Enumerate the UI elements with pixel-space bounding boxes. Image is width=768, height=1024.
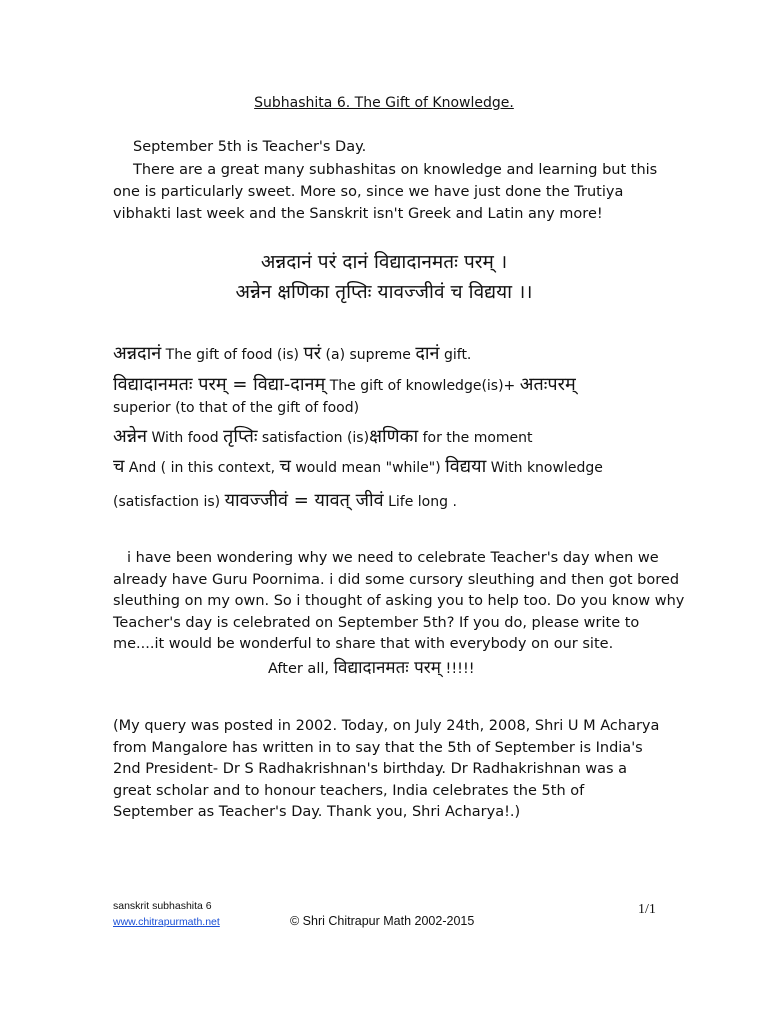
verse-line-2: अन्नेन क्षणिका तृप्तिः यावज्जीवं च विद्यया ।। — [235, 281, 533, 303]
intro-line-1: September 5th is Teacher's Day. — [133, 139, 367, 155]
gloss-text: The gift of knowledge(is)+ — [325, 378, 520, 394]
gloss-line-2 — [113, 372, 576, 396]
document-title: Subhashita 6. The Gift of Knowledge. — [254, 95, 514, 111]
gloss-sanskrit: च — [113, 456, 125, 477]
para2-line-1: i have been wondering why we need to celebrate Teacher's day when we — [127, 550, 659, 566]
para3-line-4: great scholar and to honour teachers, India celebrates the 5th of — [113, 783, 585, 799]
footer-copyright: © Shri Chitrapur Math 2002-2015 — [290, 914, 475, 928]
gloss-line-6 — [113, 488, 457, 512]
para3-line-1: (My query was posted in 2002. Today, on July 24th, 2008, Shri U M Acharya — [113, 718, 660, 734]
gloss-text: Life long . — [383, 494, 457, 510]
gloss-line-4 — [113, 424, 533, 448]
gloss-sanskrit: च — [279, 456, 291, 477]
gloss-text: With knowledge — [486, 460, 603, 476]
gloss-text: The gift of food (is) — [161, 347, 304, 363]
gloss-text: With food — [147, 430, 224, 446]
gloss-line-1 — [113, 341, 471, 365]
gloss-text: satisfaction (is) — [257, 430, 370, 446]
verse-line-1: अन्नदानं परं दानं विद्यादानमतः परम् । — [260, 251, 508, 273]
gloss-sanskrit: क्षणिका — [369, 426, 419, 447]
gloss-line-5 — [113, 454, 603, 478]
gloss-sanskrit: परं — [303, 343, 322, 364]
gloss-text: And ( in this context, — [124, 460, 280, 476]
gloss-sanskrit: अन्नदानं — [113, 343, 162, 364]
gloss-line-3: superior (to that of the gift of food) — [113, 400, 360, 416]
para3-line-3: 2nd President- Dr S Radhakrishnan's birthday. Dr Radhakrishnan was a — [113, 761, 628, 777]
gloss-sanskrit: विद्यादानमतः परम् = विद्या-दानम् — [113, 374, 326, 395]
after-all-line — [268, 657, 475, 680]
footer-doc-name: sanskrit subhashita 6 — [113, 900, 212, 912]
gloss-sanskrit: अन्नेन — [113, 426, 148, 447]
gloss-sanskrit: अतःपरम् — [519, 374, 576, 395]
gloss-sanskrit: यावज्जीवं = यावत् जीवं — [224, 490, 384, 511]
after-all-exclaim: !!!!! — [440, 661, 475, 677]
intro-line-2: There are a great many subhashitas on knowledge and learning but this — [133, 162, 658, 178]
gloss-text: for the moment — [418, 430, 533, 446]
after-all-sanskrit: विद्यादानमतः परम् — [333, 658, 441, 678]
gloss-sanskrit: विद्यया — [445, 456, 487, 477]
para2-line-2: already have Guru Poornima. i did some cursory sleuthing and then got bored — [113, 572, 680, 588]
gloss-sanskrit: दानं — [415, 343, 440, 364]
para2-line-3: sleuthing on my own. So i thought of asking you to help too. Do you know why — [113, 593, 685, 609]
para2-line-5: me....it would be wonderful to share that with everybody on our site. — [113, 636, 614, 652]
para2-line-4: Teacher's day is celebrated on September 5th? If you do, please write to — [113, 615, 640, 631]
intro-line-3: one is particularly sweet. More so, since we have just done the Trutiya — [113, 184, 624, 200]
gloss-text: (a) supreme — [321, 347, 416, 363]
footer-site-link[interactable]: www.chitrapurmath.net — [113, 916, 220, 928]
intro-line-4: vibhakti last week and the Sanskrit isn't Greek and Latin any more! — [113, 206, 603, 222]
gloss-text: (satisfaction is) — [113, 494, 225, 510]
para3-line-5: September as Teacher's Day. Thank you, Shri Acharya!.) — [113, 804, 521, 820]
para3-line-2: from Mangalore has written in to say that the 5th of September is India's — [113, 740, 643, 756]
gloss-text: would mean "while") — [290, 460, 446, 476]
gloss-sanskrit: तृप्तिः — [223, 426, 258, 447]
page-number: 1/1 — [638, 902, 656, 917]
after-all-text: After all, — [268, 661, 334, 677]
gloss-text: gift. — [439, 347, 472, 363]
